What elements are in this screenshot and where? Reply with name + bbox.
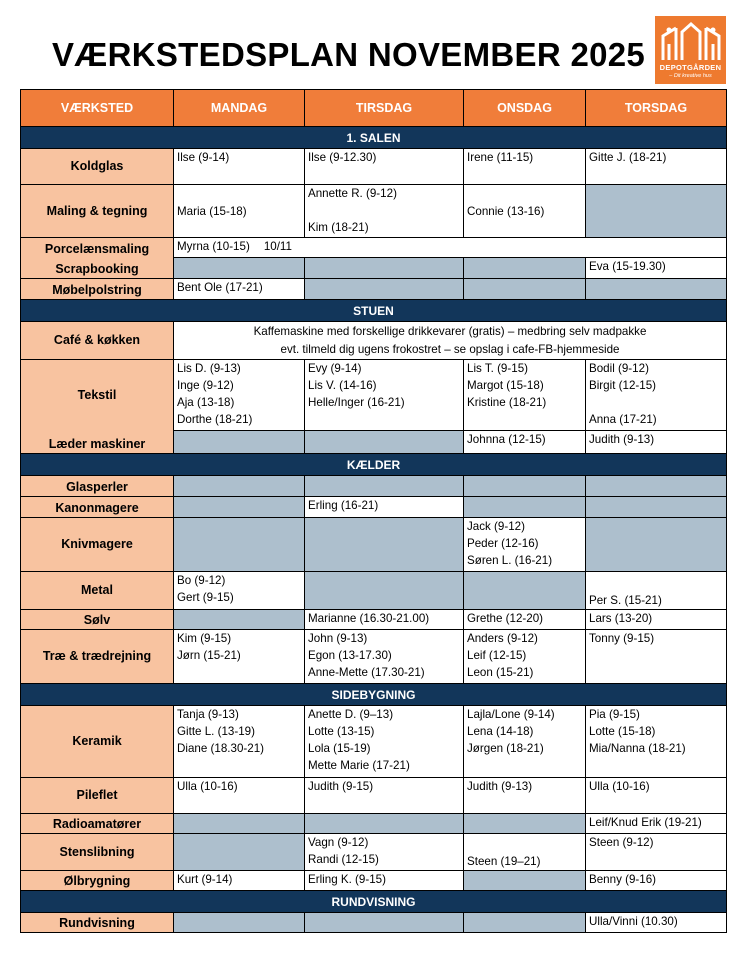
section-stuen: STUEN	[21, 300, 727, 322]
table-row	[21, 149, 727, 185]
cell-trae-torsdag: Tonny (9-15)	[586, 630, 727, 684]
workshop-glasperler: Glasperler	[21, 476, 174, 497]
workshop-cafe: Café & køkken	[21, 322, 174, 360]
cell-rundvisning-onsdag	[464, 913, 586, 933]
section-sidebygning: SIDEBYGNING	[21, 684, 727, 706]
cell-rundvisning-torsdag: Ulla/Vinni (10.30)	[586, 913, 727, 933]
workshop-olbrygning: Ølbrygning	[21, 871, 174, 891]
cell-mobelpolstring-mandag: Bent Ole (17-21)	[174, 279, 305, 300]
workshop-mobelpolstring: Møbelpolstring	[21, 279, 174, 300]
workshop-solv: Sølv	[21, 610, 174, 630]
cell-pileflet-mandag: Ulla (10-16)	[174, 778, 305, 814]
table-row	[21, 322, 727, 360]
header-vaerksted: VÆRKSTED	[21, 90, 174, 127]
cell-laeder-tirsdag	[305, 431, 464, 454]
workshop-rundvisning: Rundvisning	[21, 913, 174, 933]
logo-name: DEPOTGÅRDEN	[659, 63, 722, 72]
workshop-kanonmagere: Kanonmagere	[21, 497, 174, 518]
cell-mobelpolstring-tirsdag	[305, 279, 464, 300]
cell-maling-tirsdag: Annette R. (9-12) Kim (18-21)	[305, 185, 464, 238]
workshop-pileflet: Pileflet	[21, 778, 174, 814]
cell-scrapbooking-torsdag: Eva (15-19.30)	[586, 258, 727, 279]
cell-porcelaensmaling-mandag: Myrna (10-15) 10/11	[174, 238, 727, 258]
cell-rundvisning-tirsdag	[305, 913, 464, 933]
workshop-metal: Metal	[21, 572, 174, 610]
cell-tekstil-torsdag: Bodil (9-12) Birgit (12-15) Anna (17-21)	[586, 360, 727, 431]
cell-trae-mandag: Kim (9-15) Jørn (15-21)	[174, 630, 305, 684]
house-icon	[660, 20, 722, 62]
workshop-maling: Maling & tegning	[21, 185, 174, 238]
cell-mobelpolstring-onsdag	[464, 279, 586, 300]
cell-keramik-tirsdag: Anette D. (9–13) Lotte (13-15) Lola (15-19) Mette Marie (17-21)	[305, 706, 464, 778]
table-row	[21, 834, 727, 871]
table-row	[21, 185, 727, 238]
workshop-radioamatorer: Radioamatører	[21, 814, 174, 834]
cell-keramik-torsdag: Pia (9-15) Lotte (15-18) Mia/Nanna (18-21)	[586, 706, 727, 778]
cell-knivmagere-tirsdag	[305, 518, 464, 572]
cell-radioamatorer-tirsdag	[305, 814, 464, 834]
table-row	[21, 871, 727, 891]
table-row	[21, 913, 727, 933]
workshop-stenslibning: Stenslibning	[21, 834, 174, 871]
workshop-keramik: Keramik	[21, 706, 174, 778]
cell-solv-tirsdag: Marianne (16.30-21.00)	[305, 610, 464, 630]
cell-glasperler-mandag	[174, 476, 305, 497]
cell-scrapbooking-onsdag	[464, 258, 586, 279]
cell-kanonmagere-mandag	[174, 497, 305, 518]
cell-olbrygning-torsdag: Benny (9-16)	[586, 871, 727, 891]
header-torsdag: TORSDAG	[586, 90, 727, 127]
cell-knivmagere-mandag	[174, 518, 305, 572]
workshop-tekstil: Tekstil	[21, 360, 174, 431]
cell-solv-onsdag: Grethe (12-20)	[464, 610, 586, 630]
header-row	[21, 90, 727, 127]
cell-mobelpolstring-torsdag	[586, 279, 727, 300]
logo	[655, 16, 726, 84]
cell-olbrygning-tirsdag: Erling K. (9-15)	[305, 871, 464, 891]
cell-maling-mandag: Maria (15-18)	[174, 185, 305, 238]
cell-solv-torsdag: Lars (13-20)	[586, 610, 727, 630]
cell-keramik-mandag: Tanja (9-13) Gitte L. (13-19) Diane (18.30-21)	[174, 706, 305, 778]
table-row	[21, 497, 727, 518]
cell-radioamatorer-mandag	[174, 814, 305, 834]
cell-kanonmagere-onsdag	[464, 497, 586, 518]
cell-tekstil-onsdag: Lis T. (9-15) Margot (15-18) Kristine (18-21)	[464, 360, 586, 431]
cell-glasperler-onsdag	[464, 476, 586, 497]
cell-radioamatorer-onsdag	[464, 814, 586, 834]
cell-stenslibning-onsdag: Steen (19–21)	[464, 834, 586, 871]
section-kaelder: KÆLDER	[21, 454, 727, 476]
cell-laeder-onsdag: Johnna (12-15)	[464, 431, 586, 454]
cell-keramik-onsdag: Lajla/Lone (9-14) Lena (14-18) Jørgen (18-21)	[464, 706, 586, 778]
header-onsdag: ONSDAG	[464, 90, 586, 127]
table-row	[21, 778, 727, 814]
cell-olbrygning-onsdag	[464, 871, 586, 891]
cell-kanonmagere-torsdag	[586, 497, 727, 518]
table-row	[21, 610, 727, 630]
table-row	[21, 279, 727, 300]
schedule-table	[20, 89, 727, 933]
cell-tekstil-tirsdag: Evy (9-14) Lis V. (14-16) Helle/Inger (16-21)	[305, 360, 464, 431]
cell-koldglas-mandag: Ilse (9-14)	[174, 149, 305, 185]
table-row	[21, 238, 727, 258]
table-row	[21, 258, 727, 279]
cell-kanonmagere-tirsdag: Erling (16-21)	[305, 497, 464, 518]
table-row	[21, 572, 727, 610]
cell-metal-onsdag	[464, 572, 586, 610]
cell-tekstil-mandag: Lis D. (9-13) Inge (9-12) Aja (13-18) Dorthe (18-21)	[174, 360, 305, 431]
workshop-trae: Træ & trædrejning	[21, 630, 174, 684]
table-row	[21, 814, 727, 834]
workshop-laeder-maskiner: Læder maskiner	[21, 431, 174, 454]
workshop-scrapbooking: Scrapbooking	[21, 258, 174, 279]
section-salen: 1. SALEN	[21, 127, 727, 149]
cell-solv-mandag	[174, 610, 305, 630]
workshop-knivmagere: Knivmagere	[21, 518, 174, 572]
cell-maling-onsdag: Connie (13-16)	[464, 185, 586, 238]
header-tirsdag: TIRSDAG	[305, 90, 464, 127]
cell-stenslibning-tirsdag: Vagn (9-12) Randi (12-15)	[305, 834, 464, 871]
cell-laeder-mandag	[174, 431, 305, 454]
section-rundvisning: RUNDVISNING	[21, 891, 727, 913]
table-row	[21, 476, 727, 497]
cell-pileflet-torsdag: Ulla (10-16)	[586, 778, 727, 814]
page-title: VÆRKSTEDSPLAN NOVEMBER 2025	[52, 36, 646, 73]
table-row	[21, 360, 727, 431]
cell-metal-tirsdag	[305, 572, 464, 610]
cafe-notice: Kaffemaskine med forskellige drikkevarer (gratis) – medbring selv madpakke evt. tilmeld dig ugens frokostret – se opslag i cafe-FB-hjemmeside	[174, 322, 727, 360]
table-row	[21, 630, 727, 684]
cell-radioamatorer-torsdag: Leif/Knud Erik (19-21)	[586, 814, 727, 834]
cell-pileflet-onsdag: Judith (9-13)	[464, 778, 586, 814]
cell-laeder-torsdag: Judith (9-13)	[586, 431, 727, 454]
logo-tagline: – Dit kreative hus	[669, 73, 712, 79]
table-row	[21, 706, 727, 778]
workshop-koldglas: Koldglas	[21, 149, 174, 185]
table-row	[21, 518, 727, 572]
cell-scrapbooking-mandag	[174, 258, 305, 279]
cell-glasperler-torsdag	[586, 476, 727, 497]
cell-stenslibning-mandag	[174, 834, 305, 871]
cell-knivmagere-onsdag: Jack (9-12) Peder (12-16) Søren L. (16-21)	[464, 518, 586, 572]
cell-glasperler-tirsdag	[305, 476, 464, 497]
cell-scrapbooking-tirsdag	[305, 258, 464, 279]
cell-pileflet-tirsdag: Judith (9-15)	[305, 778, 464, 814]
cell-rundvisning-mandag	[174, 913, 305, 933]
cell-metal-torsdag: Per S. (15-21)	[586, 572, 727, 610]
cell-knivmagere-torsdag	[586, 518, 727, 572]
header-mandag: MANDAG	[174, 90, 305, 127]
cell-trae-onsdag: Anders (9-12) Leif (12-15) Leon (15-21)	[464, 630, 586, 684]
cell-olbrygning-mandag: Kurt (9-14)	[174, 871, 305, 891]
cell-koldglas-torsdag: Gitte J. (18-21)	[586, 149, 727, 185]
cell-stenslibning-torsdag: Steen (9-12)	[586, 834, 727, 871]
cell-maling-torsdag	[586, 185, 727, 238]
cell-koldglas-onsdag: Irene (11-15)	[464, 149, 586, 185]
cell-metal-mandag: Bo (9-12) Gert (9-15)	[174, 572, 305, 610]
workshop-porcelaensmaling: Porcelænsmaling	[21, 238, 174, 258]
cell-trae-tirsdag: John (9-13) Egon (13-17.30) Anne-Mette (17.30-21)	[305, 630, 464, 684]
table-row	[21, 431, 727, 454]
cell-koldglas-tirsdag: Ilse (9-12.30)	[305, 149, 464, 185]
